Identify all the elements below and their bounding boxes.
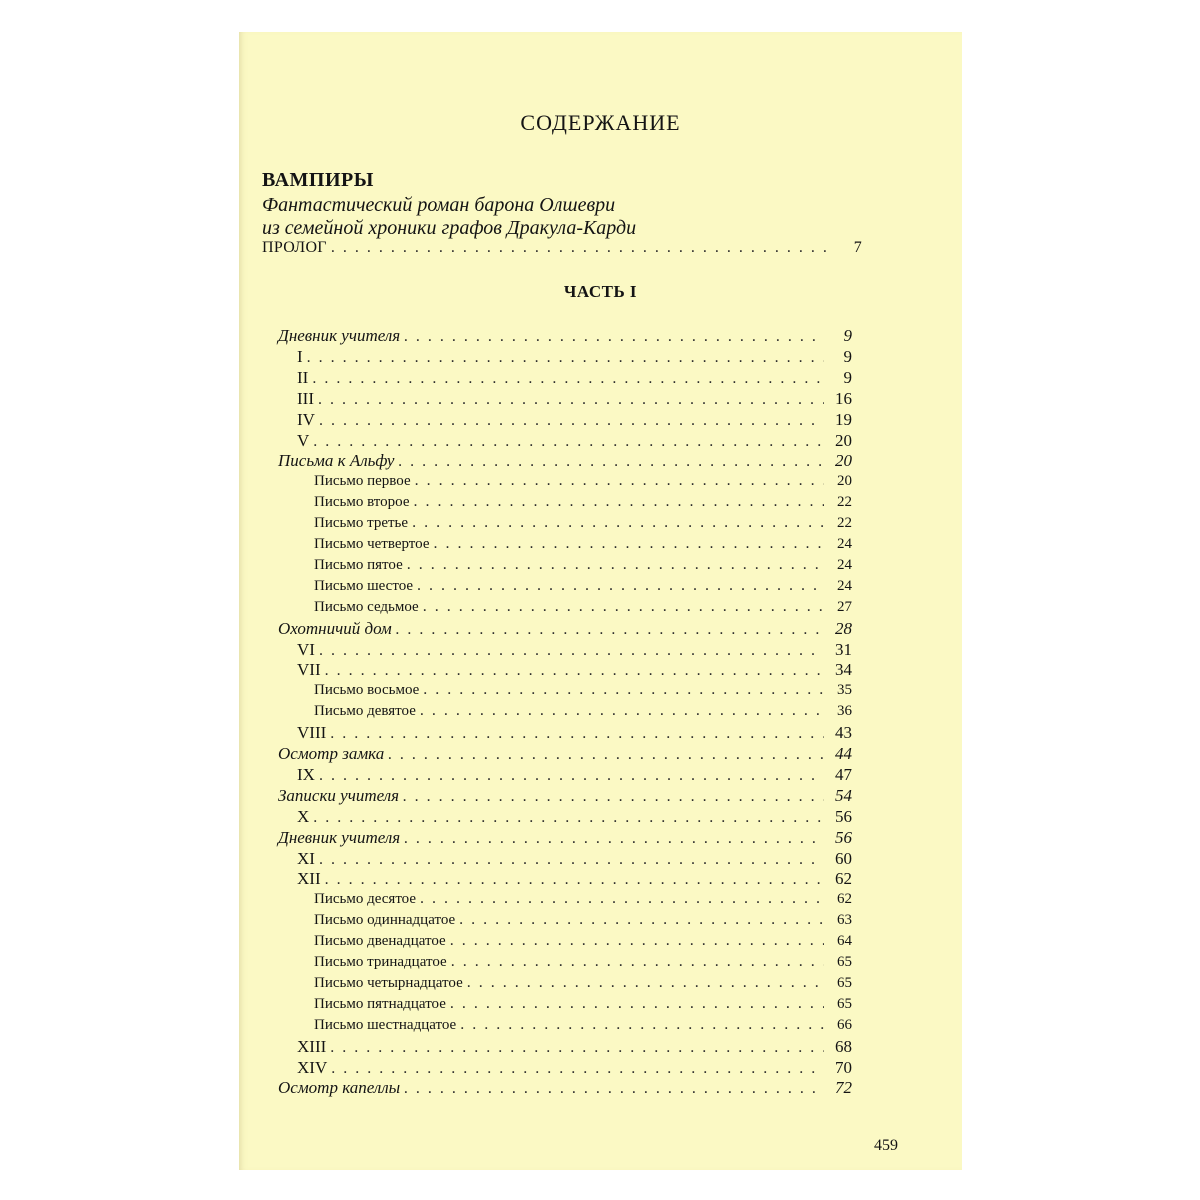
toc-entry-label: Письмо десятое <box>314 891 417 908</box>
page-number: 459 <box>874 1137 898 1154</box>
toc-entry-section <box>278 326 852 347</box>
toc-entry-letter <box>314 493 852 514</box>
toc-entry-page: 65 <box>837 995 852 1012</box>
leader-dots <box>307 349 824 367</box>
work-subtitle-line1: Фантастический роман барона Олшеври <box>262 194 616 216</box>
toc-entry-page: 9 <box>843 346 852 366</box>
toc-entry-chapter <box>297 347 852 368</box>
toc-entry-page: 31 <box>835 639 852 659</box>
toc-entry-letter <box>314 535 852 556</box>
leader-dots <box>325 662 824 680</box>
leader-dots <box>396 621 824 639</box>
toc-entry-label: Письмо шестнадцатое <box>314 1016 457 1033</box>
toc-entry-page: 44 <box>835 744 852 763</box>
toc-entry-page: 20 <box>837 473 852 490</box>
toc-entry-letter <box>314 702 852 723</box>
toc-entry-label: Записки учителя <box>278 785 400 805</box>
toc-entry-page: 36 <box>837 703 852 720</box>
toc-entry-label: Письмо тринадцатое <box>314 954 447 970</box>
leader-dots <box>412 514 824 532</box>
toc-entry-page: 62 <box>835 869 852 889</box>
toc-entry-letter <box>314 514 852 535</box>
toc-entry-label: Письмо двенадцатое <box>314 933 446 950</box>
leader-dots <box>330 725 824 743</box>
leader-dots <box>407 556 824 574</box>
toc-entry-page: 9 <box>843 367 852 387</box>
leader-dots <box>420 890 824 908</box>
book-page <box>239 32 962 1170</box>
toc-entry-page: 65 <box>837 954 852 970</box>
toc-entry-letter <box>314 974 852 995</box>
toc-entry-label: Письмо шестое <box>314 577 414 594</box>
toc-entry-label: ПРОЛОГ <box>262 239 327 256</box>
toc-entry-page: 16 <box>835 388 852 408</box>
toc-entry-page: 20 <box>835 451 852 471</box>
toc-entry-page: 22 <box>837 515 852 532</box>
toc-entry-letter <box>314 598 852 619</box>
toc-entry-page: 24 <box>837 556 852 573</box>
toc-entry-chapter <box>297 410 852 431</box>
toc-entry-label: Письмо восьмое <box>314 682 420 699</box>
toc-entry-page: 28 <box>835 618 852 638</box>
toc-entry-label: Осмотр капеллы <box>278 1078 401 1098</box>
leader-dots <box>451 953 824 971</box>
toc-entry-chapter <box>297 723 852 744</box>
toc-entry-label: I <box>297 346 303 366</box>
toc-entry-label: VIII <box>297 723 327 743</box>
toc-entry-label: IV <box>297 409 315 429</box>
contents-heading: СОДЕРЖАНИЕ <box>520 110 681 135</box>
leader-dots <box>417 577 824 595</box>
leader-dots <box>319 851 824 869</box>
toc-entry-label: V <box>297 430 310 450</box>
toc-entry-label: Письмо первое <box>314 473 411 490</box>
leader-dots <box>331 1060 824 1078</box>
leader-dots <box>313 809 824 827</box>
toc-entry-label: Письмо одиннадцатое <box>314 912 456 929</box>
toc-entry-letter <box>314 932 852 953</box>
toc-entry-letter <box>314 556 852 577</box>
toc-entry-label: Осмотр замка <box>278 744 385 763</box>
toc-entry-chapter <box>297 807 852 828</box>
leader-dots <box>450 995 824 1013</box>
toc-entry-section <box>278 786 852 807</box>
toc-entry-section <box>278 828 852 849</box>
leader-dots <box>312 370 824 388</box>
toc-entry-chapter <box>297 1058 852 1079</box>
toc-entry-page: 7 <box>853 239 862 256</box>
leader-dots <box>434 535 824 553</box>
toc-entry-page: 54 <box>835 785 852 805</box>
work-subtitle-line2: из семейной хроники графов Дракула-Карди <box>262 217 637 239</box>
leader-dots <box>325 871 824 889</box>
toc-entry-letter <box>314 995 852 1016</box>
toc-entry-page: 68 <box>835 1036 852 1056</box>
toc-entry-section <box>278 1078 852 1099</box>
leader-dots <box>319 412 824 430</box>
toc-entry-section <box>278 619 852 640</box>
toc-entry-page: 27 <box>837 598 852 615</box>
toc-entry-label: X <box>297 806 310 826</box>
toc-entry-label: Письмо третье <box>314 515 409 532</box>
toc-entry-label: Письма к Альфу <box>278 451 395 471</box>
toc-entry-label: Дневник учителя <box>278 827 401 847</box>
toc-entry-chapter <box>297 389 852 410</box>
toc-entry-label: Письмо четырнадцатое <box>314 974 463 991</box>
toc-entry-page: 56 <box>835 827 852 847</box>
toc-entry-prolog <box>262 239 862 260</box>
leader-dots <box>423 681 824 699</box>
toc-entry-page: 34 <box>835 660 852 680</box>
toc-entry-label: Письмо пятое <box>314 556 403 573</box>
work-title: ВАМПИРЫ <box>262 169 374 191</box>
toc-entry-page: 9 <box>843 326 852 345</box>
leader-dots <box>404 1080 824 1098</box>
leader-dots <box>414 493 824 511</box>
leader-dots <box>319 642 824 660</box>
toc-entry-page: 66 <box>837 1016 852 1033</box>
toc-entry-page: 43 <box>835 723 852 743</box>
leader-dots <box>403 788 824 806</box>
toc-entry-page: 64 <box>837 933 852 950</box>
toc-entry-chapter <box>297 765 852 786</box>
toc-entry-letter <box>314 472 852 493</box>
toc-entry-label: Письмо девятое <box>314 703 416 720</box>
leader-dots <box>398 453 824 471</box>
toc-entry-label: Письмо четвертое <box>314 536 430 552</box>
toc-entry-chapter <box>297 869 852 890</box>
toc-entry-page: 72 <box>835 1078 852 1098</box>
leader-dots <box>330 1039 824 1057</box>
toc-entry-page: 24 <box>837 536 852 552</box>
toc-entry-label: Дневник учителя <box>278 326 401 345</box>
toc-entry-label: VI <box>297 639 315 659</box>
toc-entry-letter <box>314 681 852 702</box>
toc-entry-page: 65 <box>837 974 852 991</box>
toc-entry-letter <box>314 911 852 932</box>
part-heading: ЧАСТЬ I <box>563 282 638 301</box>
toc-entry-label: VII <box>297 660 321 680</box>
toc-entry-label: II <box>297 367 309 387</box>
toc-entry-label: III <box>297 388 314 408</box>
toc-entry-letter <box>314 890 852 911</box>
leader-dots <box>459 911 824 929</box>
leader-dots <box>404 328 824 346</box>
toc-entry-label: XIII <box>297 1036 327 1056</box>
toc-entry-label: XII <box>297 869 321 889</box>
leader-dots <box>318 391 824 409</box>
leader-dots <box>460 1016 824 1034</box>
toc-entry-page: 20 <box>835 430 852 450</box>
toc-entry-label: Охотничий дом <box>278 618 392 638</box>
leader-dots <box>420 702 824 720</box>
toc-entry-page: 22 <box>837 494 852 511</box>
toc-entry-chapter <box>297 1037 852 1058</box>
leader-dots <box>467 974 824 992</box>
toc-entry-section <box>278 744 852 765</box>
toc-entry-page: 35 <box>837 682 852 699</box>
leader-dots <box>388 746 824 764</box>
toc-entry-page: 47 <box>835 764 852 784</box>
leader-dots <box>319 767 824 785</box>
toc-entry-chapter <box>297 368 852 389</box>
toc-entry-chapter <box>297 849 852 870</box>
toc-entry-label: Письмо второе <box>314 494 410 511</box>
leader-dots <box>415 472 824 490</box>
leader-dots <box>313 433 824 451</box>
toc-entry-letter <box>314 577 852 598</box>
toc-entry-label: Письмо пятнадцатое <box>314 995 446 1012</box>
toc-entry-chapter <box>297 660 852 681</box>
toc-entry-section <box>278 451 852 472</box>
toc-entry-chapter <box>297 640 852 661</box>
toc-entry-chapter <box>297 431 852 452</box>
leader-dots <box>450 932 824 950</box>
leader-dots <box>404 830 824 848</box>
toc-entry-label: XI <box>297 848 315 868</box>
leader-dots <box>423 598 824 616</box>
toc-entry-page: 24 <box>837 577 852 594</box>
toc-entry-label: IX <box>297 764 315 784</box>
toc-entry-page: 62 <box>837 891 852 908</box>
toc-entry-label: Письмо седьмое <box>314 598 419 615</box>
toc-entry-page: 56 <box>835 806 852 826</box>
toc-entry-label: XIV <box>297 1057 328 1077</box>
leader-dots <box>331 239 834 257</box>
toc-entry-letter <box>314 1016 852 1037</box>
toc-entry-page: 70 <box>835 1057 852 1077</box>
toc-entry-letter <box>314 953 852 974</box>
toc-entry-page: 63 <box>837 912 852 929</box>
toc-entry-page: 19 <box>835 409 852 429</box>
toc-entry-page: 60 <box>835 848 852 868</box>
